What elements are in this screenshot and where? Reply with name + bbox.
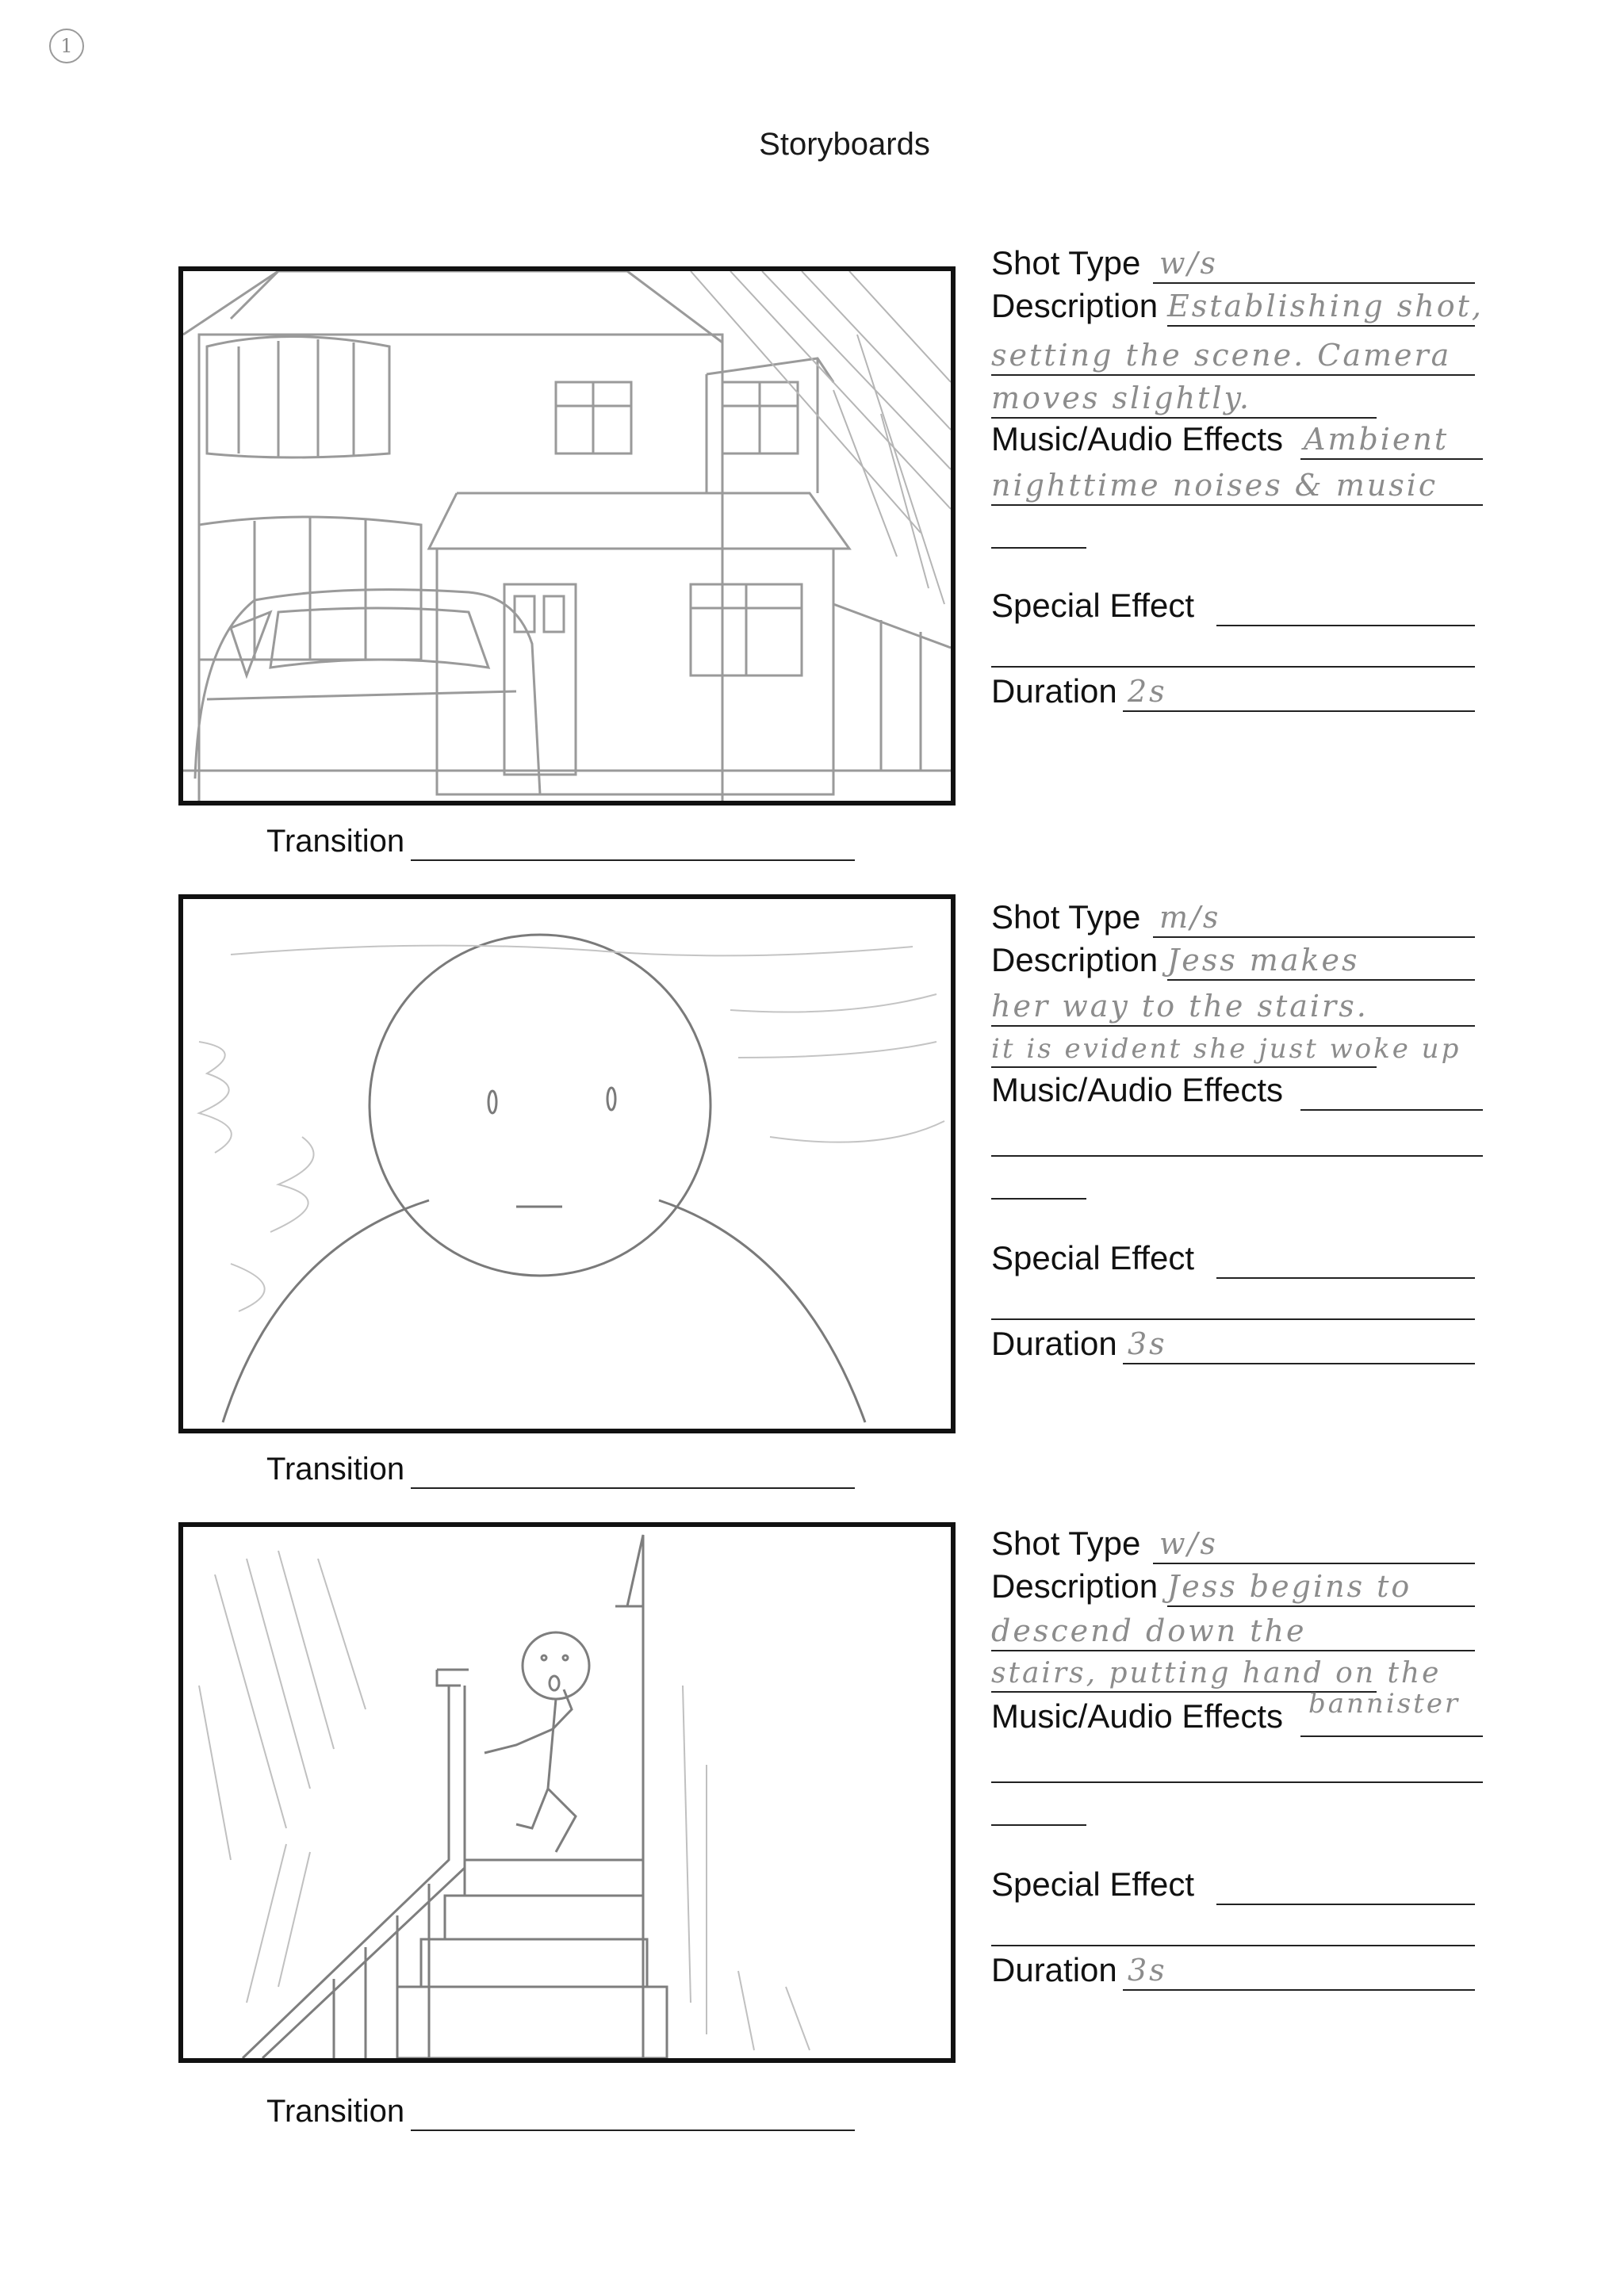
frame-3-fields [991,1526,1610,2002]
music-line-2: nighttime noises & music [991,468,1438,503]
storyboard-panel-2 [178,894,956,1433]
transition-row-1 [266,823,869,864]
character-closeup-sketch [183,899,951,1429]
description-label: Description [991,1567,1159,1605]
storyboard-panel-1 [178,266,956,806]
duration-label: Duration [991,672,1117,710]
duration-label: Duration [991,1951,1117,1988]
house-sketch [183,271,951,801]
transition-row-2 [266,1451,869,1492]
special-effect-label: Special Effect [991,1866,1195,1903]
description-line-1: Establishing shot, [1167,289,1484,323]
transition-label: Transition [266,824,405,859]
frame-1-fields [991,246,1610,721]
music-line-1: Ambient [1304,422,1450,457]
shot-type-value: m/s [1159,900,1221,935]
shot-type-value: w/s [1159,1526,1218,1561]
special-effect-label: Special Effect [991,1239,1195,1276]
special-effect-label: Special Effect [991,587,1195,624]
description-line-2: her way to the stairs. [991,989,1369,1024]
music-label: Music/Audio Effects [991,420,1284,457]
description-line-2: descend down the [991,1613,1307,1648]
shot-type-label: Shot Type [991,244,1141,281]
duration-value: 3s [1128,1953,1167,1988]
frame-2-fields [991,900,1610,1376]
duration-label: Duration [991,1325,1117,1362]
shot-type-label: Shot Type [991,898,1141,936]
transition-label: Transition [266,2094,405,2129]
shot-type-value: w/s [1159,246,1218,281]
transition-row-3 [266,2093,869,2134]
page-number: 1 [49,29,84,63]
description-line-2: setting the scene. Camera [991,338,1452,373]
description-line-1: Jess begins to [1167,1569,1412,1604]
description-line-3: it is evident she just woke up [991,1033,1461,1065]
music-label: Music/Audio Effects [991,1071,1284,1108]
description-line-1: Jess makes [1167,943,1360,978]
description-label: Description [991,287,1159,324]
music-line-1: bannister [1308,1688,1461,1720]
description-line-3: moves slightly. [991,381,1251,415]
description-label: Description [991,941,1159,978]
duration-value: 2s [1128,674,1167,709]
shot-type-label: Shot Type [991,1525,1141,1562]
duration-value: 3s [1128,1326,1167,1361]
transition-label: Transition [266,1452,405,1487]
stairs-sketch [183,1527,951,2058]
storyboard-panel-3 [178,1522,956,2063]
description-line-3: stairs, putting hand on the [991,1657,1442,1689]
page-title: Storyboards [759,127,930,162]
music-label: Music/Audio Effects [991,1697,1284,1735]
